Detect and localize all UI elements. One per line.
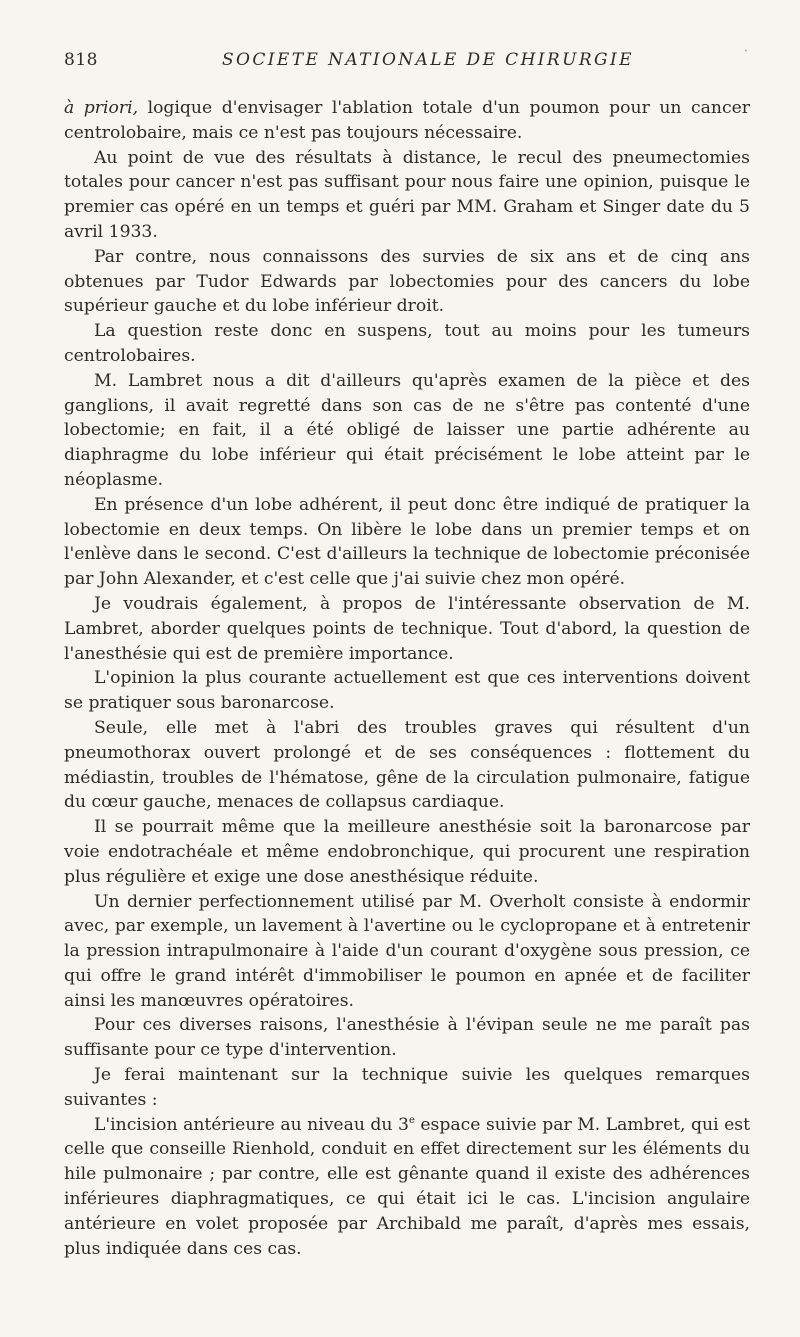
paragraph: M. Lambret nous a dit d'ailleurs qu'après examen de la pièce et des ganglions, il avait regretté dans son cas de ne s'être pas contenté d'une lobectomie; en fait, il a été obligé de laisser une partie adhérente au diaphragme du lobe inférieur qui était précisément le lobe atteint par le néoplasme. bbox=[64, 370, 750, 490]
paragraph-text: L'incision antérieure au niveau du 3 bbox=[94, 1114, 409, 1135]
margin-mark: · bbox=[743, 44, 748, 59]
page-number: 818 bbox=[64, 50, 98, 70]
paragraph: En présence d'un lobe adhérent, il peut donc être indiqué de pratiquer la lobectomie en deux temps. On libère le lobe dans un premier temps et on l'enlève dans le second. C'est d'ailleurs la technique de lobectomie préconisée par John Alexander, et c'est celle que j'ai suivie chez mon opéré. bbox=[64, 494, 750, 590]
running-title: SOCIETE NATIONALE DE CHIRURGIE bbox=[222, 50, 634, 70]
paragraph: Au point de vue des résultats à distance, le recul des pneumectomies totales pour cancer n'est pas suffisant pour nous faire une opinion, puisque le premier cas opéré en un temps et guéri par MM. Graham et Singer date du 5 avril 1933. bbox=[64, 147, 750, 242]
body-text bbox=[64, 96, 750, 1261]
paragraph-text: logique d'envisager l'ablation totale d'un poumon pour un cancer centrolobaire, mais ce n'est pas toujours nécessaire. bbox=[64, 98, 750, 143]
paragraph: L'opinion la plus courante actuellement est que ces interventions doivent se pratiquer sous baronarcose. bbox=[64, 668, 750, 714]
paragraph: Il se pourrait même que la meilleure anesthésie soit la baronarcose par voie endotrachéale et même endobronchique, qui procurent une respiration plus régulière et exige une dose anesthésique réduite. bbox=[64, 817, 750, 887]
paragraph bbox=[64, 1113, 750, 1262]
paragraph: Je ferai maintenant sur la technique suivie les quelques remarques suivantes : bbox=[64, 1065, 750, 1110]
paragraph: La question reste donc en suspens, tout au moins pour les tumeurs centrolobaires. bbox=[64, 321, 750, 366]
paragraph bbox=[64, 96, 750, 146]
paragraph: Je voudrais également, à propos de l'intéressante observation de M. Lambret, aborder quelques points de technique. Tout d'abord, la question de l'anesthésie qui est de première importance. bbox=[64, 593, 750, 664]
italic-phrase: à priori, bbox=[64, 98, 139, 118]
ordinal-superscript: e bbox=[408, 1114, 415, 1126]
paragraph: Seule, elle met à l'abri des troubles graves qui résultent d'un pneumothorax ouvert prolongé et de ses conséquences : flottement du médiastin, troubles de l'hématose, gêne de la circulation pulmonaire, fatigue du cœur gauche, menaces de collapsus cardiaque. bbox=[64, 717, 750, 813]
page-header bbox=[64, 48, 740, 80]
paragraph: Un dernier perfectionnement utilisé par M. Overholt consiste à endormir avec, par exemple, un lavement à l'avertine ou le cyclopropane et à entretenir la pression intrapulmonaire à l'aide d'un courant d'oxygène sous pression, ce qui offre le grand intérêt d'immobiliser le poumon en apnée et de faciliter ainsi les manœuvres opératoires. bbox=[64, 891, 750, 1011]
paragraph: Par contre, nous connaissons des survies de six ans et de cinq ans obtenues par Tudor Edwards par lobectomies pour des cancers du lobe supérieur gauche et du lobe inférieur droit. bbox=[64, 246, 750, 317]
paragraph: Pour ces diverses raisons, l'anesthésie à l'évipan seule ne me paraît pas suffisante pour ce type d'intervention. bbox=[64, 1015, 750, 1061]
paragraph-text: espace suivie par M. Lambret, qui est celle que conseille Rienhold, conduit en effet directement sur les éléments du hile pulmonaire ; par contre, elle est gênante quand il existe des adhérences inférieures diaphragmatiques, ce qui était ici le cas. L'incision angulaire antérieure en volet proposée par Archibald me paraît, d'après mes essais, plus indiquée dans ces cas. bbox=[64, 1114, 750, 1259]
